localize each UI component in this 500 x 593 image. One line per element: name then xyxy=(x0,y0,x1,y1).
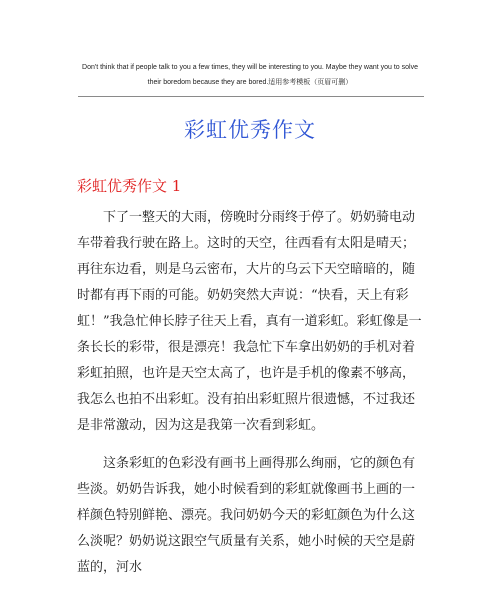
document-title: 彩虹优秀作文 xyxy=(184,118,316,142)
paragraph-2: 这条彩虹的色彩没有画书上画得那么绚丽，它的颜色有些淡。奶奶告诉我，她小时候看到的彩虹就像画书上画的一样颜色特别鲜艳、漂亮。我问奶奶今天的彩虹颜色为什么这么淡呢？奶奶说这跟空气质量有关系，她小时候的天空是蔚蓝的，河水 xyxy=(77,456,416,575)
section-heading: 彩虹优秀作文 1 xyxy=(77,177,182,195)
page-header-note xyxy=(60,60,440,90)
paragraph-1: 下了一整天的大雨，傍晚时分雨终于停了。奶奶骑电动车带着我行驶在路上。这时的天空，往西看有太阳是晴天；再往东边看，则是乌云密布，大片的乌云下天空暗暗的，随时都有再下雨的可能。奶奶突然大声说：“快看，天上有彩虹！”我急忙伸长脖子往天上看，真有一道彩虹。彩虹像是一条长长的彩带，很是漂亮！我急忙下车拿出奶奶的手机对着彩虹拍照，也许是天空太高了，也许是手机的像素不够高，我怎么也拍不出彩虹。没有拍出彩虹照片很遗憾，不过我还是非常激动，因为这是我第一次看到彩虹。 xyxy=(77,210,422,433)
header-divider xyxy=(78,96,424,97)
header-note-line-2: their boredom because they are bored.适用参考模板（页眉可删） xyxy=(147,79,353,86)
body-text xyxy=(77,205,427,593)
header-note-line-1: Don't think that if people talk to you a few times, they will be interesting to you. Maybe they want you to solve xyxy=(82,64,418,71)
